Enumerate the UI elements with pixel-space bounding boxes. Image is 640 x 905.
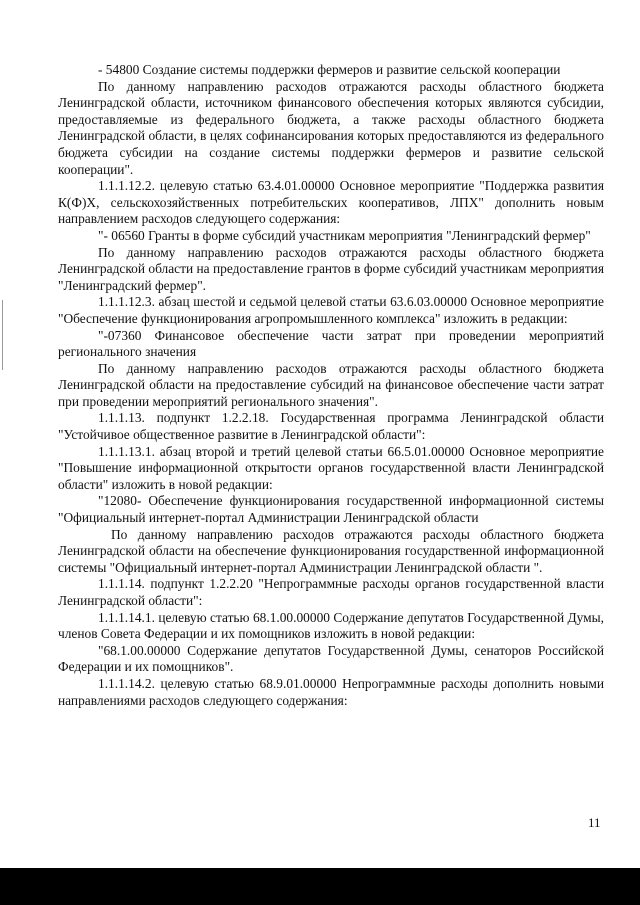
paragraph: 1.1.1.12.3. абзац шестой и седьмой целевой статьи 63.6.03.00000 Основное мероприятие "Обеспечение функционирования агропромышленного комплекса" изложить в редакции: — [58, 294, 604, 326]
paragraph: "12080- Обеспечение функционирования государственной информационной системы "Официальный интернет-портал Администрации Ленинградской области — [58, 493, 604, 526]
paragraph: По данному направлению расходов отражаются расходы областного бюджета Ленинградской области на обеспечение функционирования государственной информационной системы "Официальный интернет-портал Администрации Ленинградской области ". — [58, 526, 604, 575]
scan-bottom-border — [0, 868, 640, 905]
page-number: 11 — [588, 815, 601, 830]
paragraph: 1.1.1.14.2. целевую статью 68.9.01.00000 Непрограммные расходы дополнить новыми направлениями расходов следующего содержания: — [58, 675, 604, 708]
paragraph: 1.1.1.14.1. целевую статью 68.1.00.00000 Содержание депутатов Государственной Думы, членов Совета Федерации и их помощников изложить в новой редакции: — [58, 609, 604, 642]
paragraph: "- 06560 Гранты в форме субсидий участникам мероприятия "Ленинградский фермер" — [98, 227, 591, 243]
paragraph: 1.1.1.14. подпункт 1.2.2.20 "Непрограммные расходы органов государственной власти Ленинградской области": — [58, 576, 604, 608]
paragraph: 1.1.1.13.1. абзац второй и третий целевой статьи 66.5.01.00000 Основное мероприятие "Повышение информационной открытости органов государственной власти Ленинградской области" изложить в новой редакции: — [58, 443, 604, 492]
paragraph: 1.1.1.12.2. целевую статью 63.4.01.00000 Основное мероприятие "Поддержка развития К(Ф)Х, сельскохозяйственных потребительских кооперативов, ЛПХ" дополнить новым направлением расходов следующего содержания: — [58, 178, 604, 227]
paragraph: 1.1.1.13. подпункт 1.2.2.18. Государственная программа Ленинградской области "Устойчивое общественное развитие в Ленинградской области": — [58, 410, 604, 443]
paragraph: По данному направлению расходов отражаются расходы областного бюджета Ленинградской области на предоставление грантов в форме субсидий участникам мероприятия "Ленинградский фермер". — [58, 244, 604, 293]
paragraph: "68.1.00.00000 Содержание депутатов Государственной Думы, сенаторов Российской Федерации и их помощников". — [58, 642, 604, 675]
paragraph: "-07360 Финансовое обеспечение части затрат при проведении мероприятий регионального значения — [58, 327, 604, 360]
paragraph: По данному направлению расходов отражаются расходы областного бюджета Ленинградской области, источником финансового обеспечения которых являются субсидии, предоставляемые из федерального бюджета, а также расходы областного бюджета Ленинградской области, в целях софинансирования которых предоставляются из федерального бюджета субсидии на создание системы поддержки фермеров и развитие сельской кооперации". — [58, 78, 604, 177]
scan-edge-mark — [2, 300, 3, 370]
paragraph: По данному направлению расходов отражаются расходы областного бюджета Ленинградской области на предоставление субсидий на финансовое обеспечение части затрат при проведении мероприятий регионального значения". — [58, 360, 604, 409]
paragraph: - 54800 Создание системы поддержки фермеров и развитие сельской кооперации — [98, 62, 561, 77]
document-body — [58, 62, 604, 709]
